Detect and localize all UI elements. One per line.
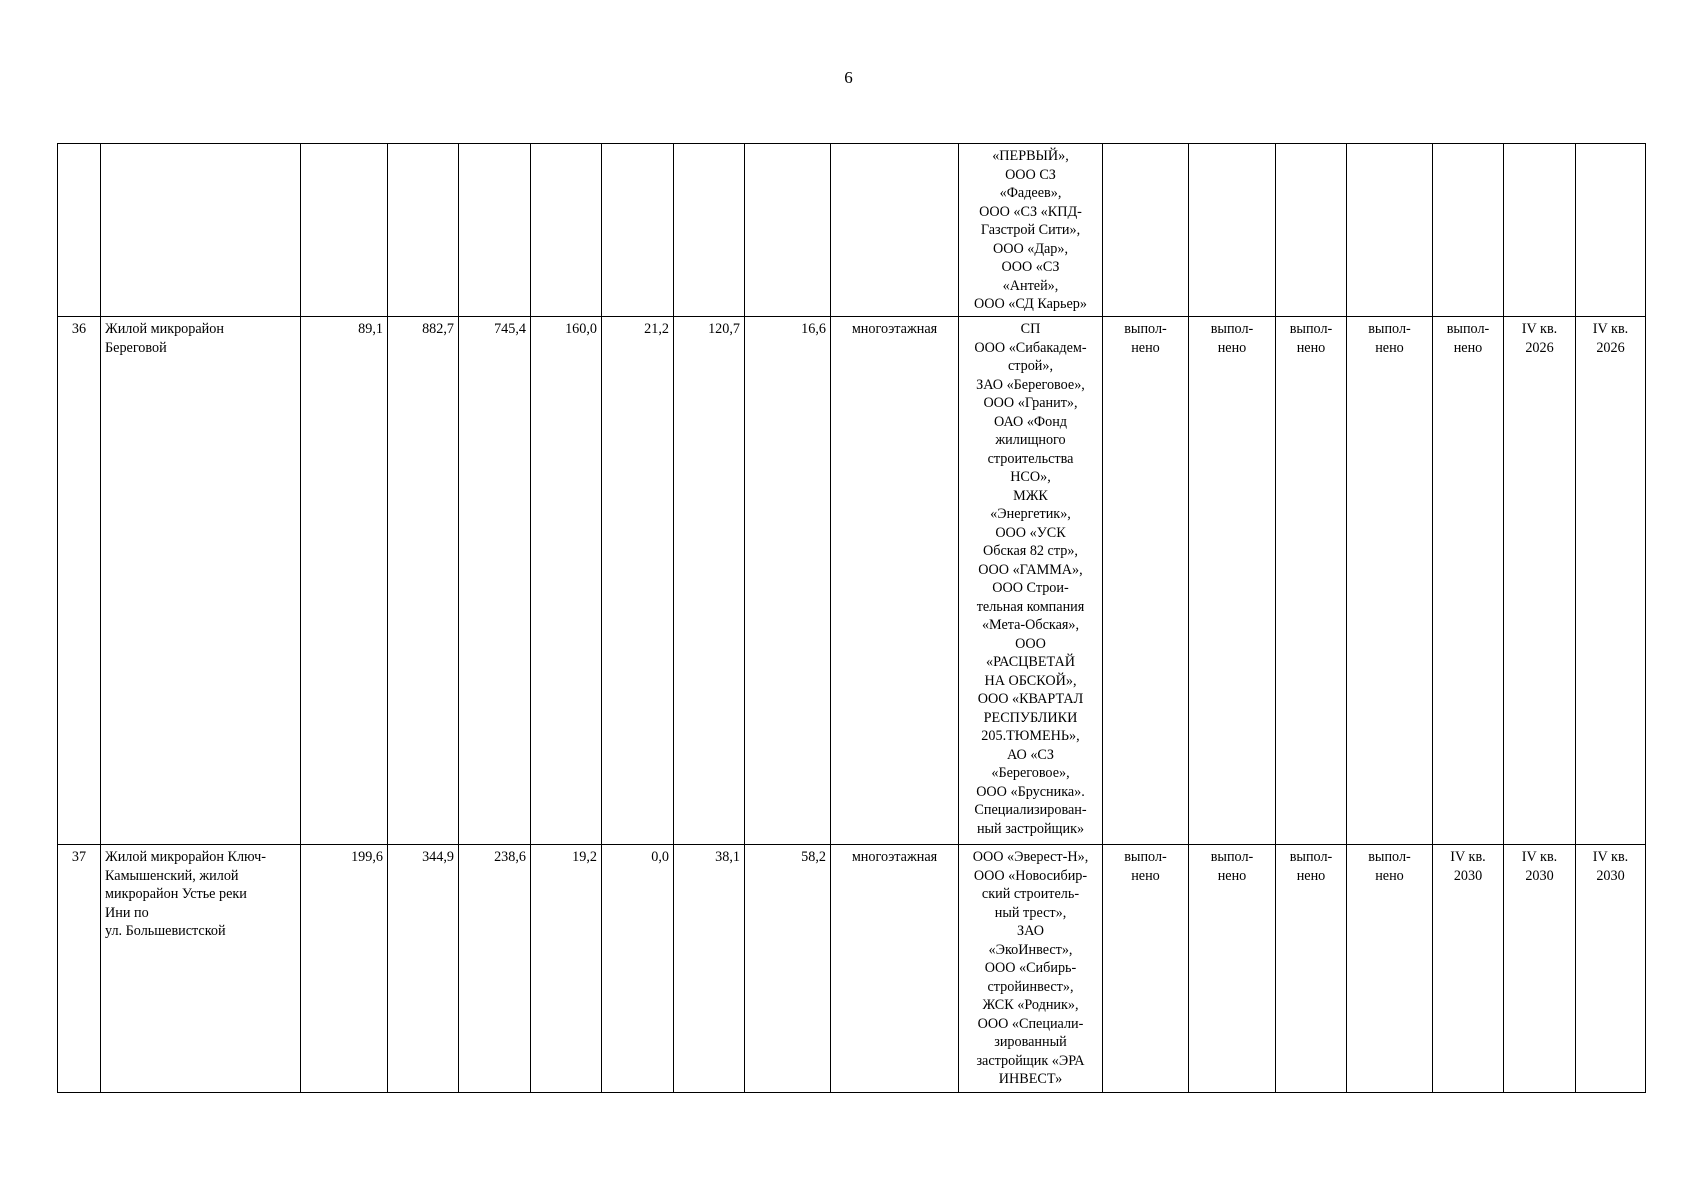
stage-status-cell <box>1276 845 1347 1093</box>
cell-line: IV кв. <box>1592 849 1629 865</box>
cell-line: ООО «Эверест-Н», <box>972 849 1089 865</box>
stage-status-cell <box>1576 144 1646 317</box>
value-cell: 0,0 <box>602 845 674 1093</box>
cell-line: выпол- <box>1368 321 1411 337</box>
row-number-cell: 36 <box>58 317 101 845</box>
cell-line: НА ОБСКОЙ», <box>984 672 1077 689</box>
cell-line: ЖСК «Родник», <box>982 997 1079 1013</box>
cell-line: выпол- <box>1210 849 1254 865</box>
cell-line: выпол- <box>1289 849 1333 865</box>
cell-line: НСО», <box>1010 469 1051 485</box>
cell-line: «Антей», <box>1002 277 1059 294</box>
cell-line: микрорайон Устье реки <box>105 886 247 902</box>
cell-line: Ини по <box>105 904 149 921</box>
value-cell: 21,2 <box>602 317 674 845</box>
stage-status-cell <box>1189 144 1276 317</box>
cell-line: ООО «СД Карьер» <box>974 296 1087 312</box>
value-cell: 16,6 <box>745 317 831 845</box>
cell-line: 2030 <box>1453 867 1483 884</box>
cell-line: IV кв. <box>1521 849 1558 865</box>
cell-line: строительства <box>987 450 1074 467</box>
value-cell <box>531 144 602 317</box>
stage-status-cell <box>1433 144 1504 317</box>
cell-line: ООО «СЗ <box>1001 259 1060 275</box>
table-row <box>58 845 1646 1093</box>
cell-line: Камышенский, жилой <box>105 867 239 884</box>
cell-line: МЖК <box>1013 487 1048 504</box>
cell-line: АО «СЗ <box>1007 746 1054 763</box>
value-cell: 120,7 <box>674 317 745 845</box>
row-number-cell: 37 <box>58 845 101 1093</box>
cell-line: выпол- <box>1446 321 1490 337</box>
value-cell: 745,4 <box>459 317 531 845</box>
cell-line: «Береговое», <box>991 765 1070 781</box>
cell-line: строй», <box>1007 358 1054 374</box>
cell-line: выпол- <box>1124 849 1167 865</box>
cell-line: «РАСЦВЕТАЙ <box>986 654 1075 670</box>
stage-status-cell <box>1347 317 1433 845</box>
building-type-cell <box>831 144 959 317</box>
cell-line: нено <box>1131 867 1160 884</box>
cell-line: 2026 <box>1525 339 1554 356</box>
cell-line: стройинвест», <box>987 978 1074 995</box>
cell-line: застройщик «ЭРА <box>976 1052 1085 1069</box>
stage-status-cell <box>1504 317 1576 845</box>
cell-line: Специализирован- <box>974 802 1087 818</box>
cell-line: ООО <box>1015 635 1046 652</box>
cell-line: ООО «Дар», <box>992 240 1069 257</box>
cell-line: IV кв. <box>1450 849 1486 865</box>
stage-status-cell <box>1347 845 1433 1093</box>
developers-cell <box>959 144 1103 317</box>
cell-line: Обская 82 стр», <box>983 543 1078 559</box>
cell-line: Береговой <box>105 339 167 356</box>
cell-line: выпол- <box>1210 321 1254 337</box>
cell-line: Газстрой Сити», <box>980 222 1081 238</box>
cell-line: ООО «СЗ «КПД- <box>979 203 1082 220</box>
cell-line: Жилой микрорайон Ключ- <box>105 849 266 865</box>
value-cell <box>459 144 531 317</box>
developers-cell <box>959 845 1103 1093</box>
cell-line: «ЭкоИнвест», <box>988 941 1073 958</box>
cell-line: ЗАО <box>1017 923 1044 939</box>
cell-line: «Фадеев», <box>999 185 1062 201</box>
cell-line: «Мета-Обская», <box>981 617 1080 633</box>
cell-line: жилищного <box>995 432 1066 448</box>
cell-line: ООО «ГАММА», <box>978 561 1083 578</box>
table-row <box>58 317 1646 845</box>
value-cell: 160,0 <box>531 317 602 845</box>
cell-line: ул. Большевистской <box>105 923 226 939</box>
value-cell: 344,9 <box>388 845 459 1093</box>
cell-line: зированный <box>994 1034 1067 1050</box>
cell-line: выпол- <box>1368 849 1411 865</box>
stage-status-cell <box>1276 144 1347 317</box>
cell-line: «Энергетик», <box>990 506 1071 522</box>
cell-line: нено <box>1453 339 1483 356</box>
cell-line: выпол- <box>1124 321 1167 337</box>
cell-line: нено <box>1217 867 1247 884</box>
stage-status-cell <box>1504 144 1576 317</box>
cell-line: нено <box>1296 339 1326 356</box>
table-row <box>58 144 1646 317</box>
cell-line: ООО «Новосибир- <box>973 867 1088 884</box>
stage-status-cell <box>1433 317 1504 845</box>
cell-line: 205.ТЮМЕНЬ», <box>981 728 1080 744</box>
cell-line: ООО «Сибирь- <box>984 960 1077 976</box>
cell-line: нено <box>1217 339 1247 356</box>
cell-line: ЗАО «Береговое», <box>976 376 1085 393</box>
cell-line: выпол- <box>1289 321 1333 337</box>
cell-line: ООО «Брусника». <box>976 783 1085 800</box>
cell-line: ОАО «Фонд <box>993 413 1068 430</box>
object-name-cell <box>101 144 301 317</box>
stage-status-cell <box>1576 845 1646 1093</box>
cell-line: Жилой микрорайон <box>105 321 224 337</box>
value-cell <box>745 144 831 317</box>
cell-line: ООО «УСК <box>995 524 1066 541</box>
stage-status-cell <box>1347 144 1433 317</box>
cell-line: 2026 <box>1596 339 1625 356</box>
cell-line: ИНВЕСТ» <box>998 1071 1063 1087</box>
cell-line: ООО «Гранит», <box>983 395 1078 411</box>
cell-line: ООО СЗ <box>1005 166 1056 183</box>
building-type-cell: многоэтажная <box>831 845 959 1093</box>
value-cell: 882,7 <box>388 317 459 845</box>
cell-line: нено <box>1375 339 1404 356</box>
value-cell: 89,1 <box>301 317 388 845</box>
cell-line: «ПЕРВЫЙ», <box>992 148 1069 164</box>
cell-line: тельная компания <box>976 598 1085 615</box>
value-cell: 38,1 <box>674 845 745 1093</box>
object-name-cell <box>101 845 301 1093</box>
cell-line: ООО «Сибакадем- <box>974 339 1087 356</box>
cell-line: РЕСПУБЛИКИ <box>983 709 1078 726</box>
object-name-cell <box>101 317 301 845</box>
value-cell <box>674 144 745 317</box>
stage-status-cell <box>1276 317 1347 845</box>
stage-status-cell <box>1576 317 1646 845</box>
cell-line: СП <box>1020 321 1041 337</box>
cell-line: нено <box>1131 339 1160 356</box>
cell-line: ский строитель- <box>981 886 1080 902</box>
cell-line: нено <box>1296 867 1326 884</box>
cell-line: ный трест», <box>994 904 1067 921</box>
cell-line: 2030 <box>1596 867 1625 884</box>
cell-line: ООО «КВАРТАЛ <box>977 691 1084 707</box>
value-cell: 199,6 <box>301 845 388 1093</box>
stage-status-cell <box>1103 317 1189 845</box>
building-type-cell: многоэтажная <box>831 317 959 845</box>
stage-status-cell <box>1504 845 1576 1093</box>
document-table <box>57 143 1646 1093</box>
developers-cell <box>959 317 1103 845</box>
row-number-cell <box>58 144 101 317</box>
cell-line: 2030 <box>1525 867 1554 884</box>
value-cell: 238,6 <box>459 845 531 1093</box>
stage-status-cell <box>1103 845 1189 1093</box>
value-cell <box>602 144 674 317</box>
value-cell <box>301 144 388 317</box>
page-number: 6 <box>844 68 853 87</box>
stage-status-cell <box>1433 845 1504 1093</box>
cell-line: ООО «Специали- <box>977 1015 1084 1032</box>
value-cell: 58,2 <box>745 845 831 1093</box>
value-cell <box>388 144 459 317</box>
stage-status-cell <box>1103 144 1189 317</box>
cell-line: IV кв. <box>1521 321 1558 337</box>
cell-line: ный застройщик» <box>976 820 1085 837</box>
stage-status-cell <box>1189 845 1276 1093</box>
cell-line: IV кв. <box>1592 321 1629 337</box>
value-cell: 19,2 <box>531 845 602 1093</box>
table-body <box>58 144 1646 1093</box>
cell-line: ООО Строи- <box>992 580 1069 596</box>
stage-status-cell <box>1189 317 1276 845</box>
cell-line: нено <box>1375 867 1404 884</box>
